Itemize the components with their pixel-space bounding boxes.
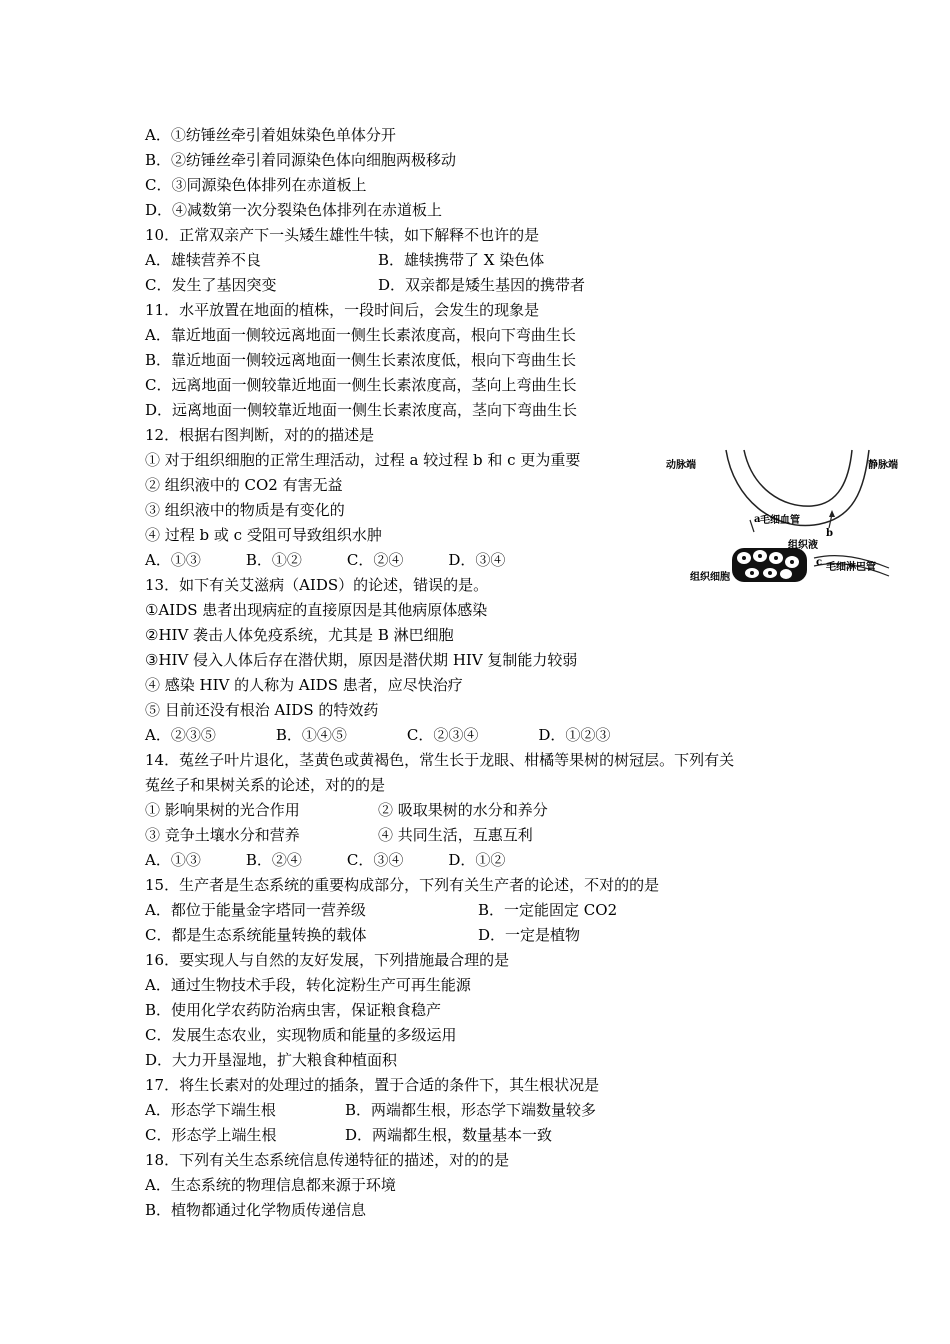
- text-line: D．双亲都是矮生基因的携带者: [378, 276, 586, 294]
- text-line: D．两端都生根，数量基本一致: [345, 1126, 553, 1144]
- text-line: B．植物都通过化学物质传递信息: [145, 1201, 367, 1219]
- text-line: D．大力开垦湿地，扩大粮食种植面积: [145, 1051, 398, 1069]
- text-line: ③ 竞争土壤水分和营养: [145, 826, 300, 844]
- text-line: A．通过生物技术手段，转化淀粉生产可再生能源: [145, 976, 471, 994]
- text-line: B．使用化学农药防治病虫害，保证粮食稳产: [145, 1001, 442, 1019]
- text-line: C．发生了基因突变: [145, 276, 277, 294]
- tissue-cell-label: 组织细胞: [690, 572, 730, 583]
- text-line: 菟丝子和果树关系的论述，对的的是: [145, 776, 386, 794]
- text-line: ⑤ 目前还没有根治 AIDS 的特效药: [145, 701, 379, 719]
- label-b: b: [826, 528, 833, 539]
- text-line: ①AIDS 患者出现病症的直接原因是其他病原体感染: [145, 601, 488, 619]
- question-14: 14．菟丝子叶片退化，茎黄色或黄褐色，常生长于龙眼、柑橘等果树的树冠层。下列有关: [145, 751, 735, 769]
- question-13: 13．如下有关艾滋病（AIDS）的论述，错误的是。: [145, 576, 489, 594]
- text-line: C．远离地面一侧较靠近地面一侧生长素浓度高，茎向上弯曲生长: [145, 376, 577, 394]
- text-line: ② 组织液中的 CO2 有害无益: [145, 476, 343, 494]
- text-line: ③HIV 侵入人体后存在潜伏期，原因是潜伏期 HIV 复制能力较弱: [145, 651, 578, 669]
- text-line: C．形态学上端生根: [145, 1126, 277, 1144]
- tissue-cells: [732, 548, 807, 582]
- text-line: ① 影响果树的光合作用: [145, 801, 300, 819]
- text-line: A．靠近地面一侧较远离地面一侧生长素浓度高，根向下弯曲生长: [145, 326, 576, 344]
- text-line: D．一定是植物: [478, 926, 581, 944]
- text-line: ④ 过程 b 或 c 受阻可导致组织水肿: [145, 526, 382, 544]
- text-line: A．生态系统的物理信息都来源于环境: [145, 1176, 396, 1194]
- text-line: C．发展生态农业，实现物质和能量的多级运用: [145, 1026, 457, 1044]
- tissue-fluid-label: 组织液: [788, 540, 818, 551]
- question-16: 16．要实现人与自然的友好发展，下列措施最合理的是: [145, 951, 510, 969]
- capillary-tissue-diagram: [664, 440, 914, 590]
- text-line: B．雄犊携带了 X 染色体: [378, 251, 545, 269]
- question-15: 15．生产者是生态系统的重要构成部分，下列有关生产者的论述，不对的的是: [145, 876, 660, 894]
- question-12: 12．根据右图判断，对的的描述是: [145, 426, 375, 444]
- question-17: 17．将生长素对的处理过的插条，置于合适的条件下，其生根状况是: [145, 1076, 600, 1094]
- text-line: A．形态学下端生根: [145, 1101, 276, 1119]
- text-line: ②HIV 袭击人体免疫系统，尤其是 B 淋巴细胞: [145, 626, 454, 644]
- text-line: A．①③ B．①② C．②④ D．③④: [145, 551, 506, 569]
- lymph-capillary-label: 毛细淋巴管: [826, 562, 876, 573]
- text-line: C．都是生态系统能量转换的载体: [145, 926, 367, 944]
- text-line: B．靠近地面一侧较远离地面一侧生长素浓度低，根向下弯曲生长: [145, 351, 577, 369]
- text-line: A．都位于能量金字塔同一营养级: [145, 901, 366, 919]
- label-c: c: [816, 557, 823, 568]
- vein-end-label: 静脉端: [868, 460, 898, 471]
- text-line: ② 吸取果树的水分和养分: [378, 801, 548, 819]
- text-line: ① 对于组织细胞的正常生理活动，过程 a 较过程 b 和 c 更为重要: [145, 451, 581, 469]
- text-line: C．③同源染色体排列在赤道板上: [145, 176, 367, 194]
- artery-end-label: 动脉端: [666, 460, 696, 471]
- text-line: B．两端都生根，形态学下端数量较多: [345, 1101, 597, 1119]
- text-line: B．一定能固定 CO2: [478, 901, 618, 919]
- text-line: D．远离地面一侧较靠近地面一侧生长素浓度高，茎向下弯曲生长: [145, 401, 578, 419]
- text-line: A．②③⑤ B．①④⑤ C．②③④ D．①②③: [145, 726, 611, 744]
- text-line: A．①③ B．②④ C．③④ D．①②: [145, 851, 506, 869]
- capillary-inner-wall: [744, 450, 852, 506]
- question-11: 11．水平放置在地面的植株，一段时间后，会发生的现象是: [145, 301, 540, 319]
- text-line: B．②纺锤丝牵引着同源染色体向细胞两极移动: [145, 151, 457, 169]
- question-18: 18．下列有关生态系统信息传递特征的描述，对的的是: [145, 1151, 510, 1169]
- text-line: D．④减数第一次分裂染色体排列在赤道板上: [145, 201, 443, 219]
- text-line: ④ 共同生活，互惠互利: [378, 826, 533, 844]
- text-line: A．①纺锤丝牵引着姐妹染色单体分开: [145, 126, 396, 144]
- capillary-label: 毛细血管: [760, 515, 800, 526]
- text-line: ③ 组织液中的物质是有变化的: [145, 501, 345, 519]
- label-a: a: [754, 514, 761, 525]
- question-10: 10．正常双亲产下一头矮生雄性牛犊，如下解释不也许的是: [145, 226, 540, 244]
- text-line: A．雄犊营养不良: [145, 251, 261, 269]
- text-line: ④ 感染 HIV 的人称为 AIDS 患者，应尽快治疗: [145, 676, 463, 694]
